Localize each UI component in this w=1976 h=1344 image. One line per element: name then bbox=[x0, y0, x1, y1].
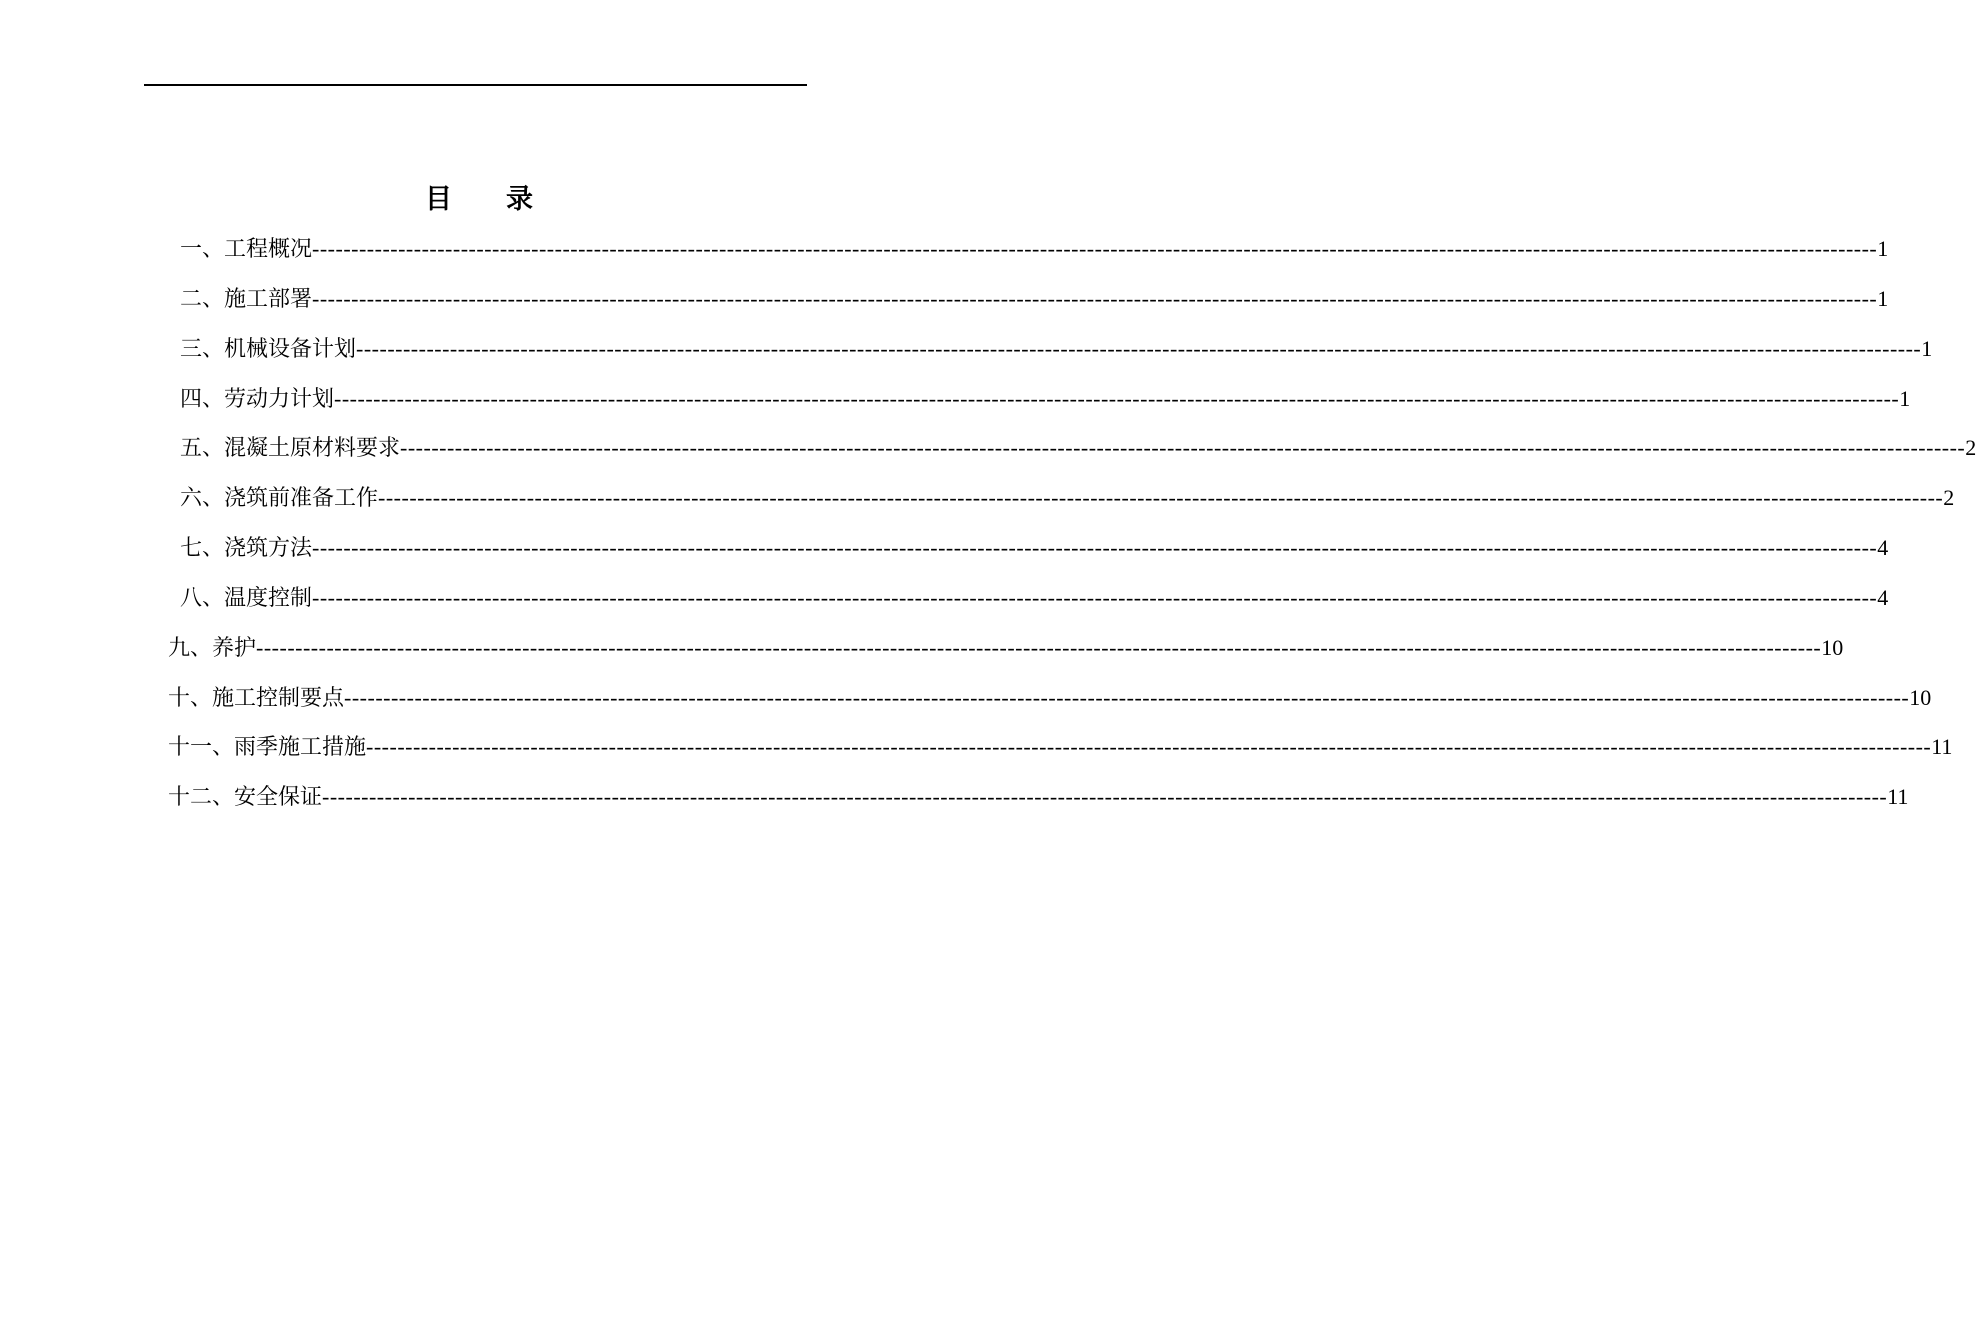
toc-entry[interactable] bbox=[180, 330, 1933, 368]
toc-dot-leader: -------------------------------------------------------------------------------------------------------------------------------------------------------------------------------------------------------- bbox=[312, 535, 1878, 560]
toc-entry-page: 4 bbox=[1877, 585, 1889, 610]
toc-entry-label: 七、浇筑方法 bbox=[180, 536, 313, 561]
toc-dot-leader: -------------------------------------------------------------------------------------------------------------------------------------------------------------------------------------------------------- bbox=[322, 784, 1888, 809]
toc-entry-label: 四、劳动力计划 bbox=[180, 387, 335, 412]
toc-dot-leader: -------------------------------------------------------------------------------------------------------------------------------------------------------------------------------------------------------- bbox=[356, 336, 1922, 361]
toc-entry[interactable] bbox=[180, 280, 1889, 318]
header-rule bbox=[144, 84, 807, 86]
toc-entry[interactable] bbox=[180, 230, 1889, 268]
toc-entry-label: 十二、安全保证 bbox=[168, 785, 323, 810]
toc-dot-leader: -------------------------------------------------------------------------------------------------------------------------------------------------------------------------------------------------------- bbox=[312, 585, 1878, 610]
toc-dot-leader: -------------------------------------------------------------------------------------------------------------------------------------------------------------------------------------------------------- bbox=[334, 386, 1900, 411]
toc-entry[interactable] bbox=[168, 728, 1953, 766]
toc-dot-leader: -------------------------------------------------------------------------------------------------------------------------------------------------------------------------------------------------------- bbox=[378, 485, 1944, 510]
toc-dot-leader: -------------------------------------------------------------------------------------------------------------------------------------------------------------------------------------------------------- bbox=[256, 635, 1822, 660]
toc-entry-label: 九、养护 bbox=[168, 636, 257, 661]
toc-entry-page: 1 bbox=[1921, 336, 1933, 361]
toc-entry-page: 4 bbox=[1877, 535, 1889, 560]
toc-entry[interactable] bbox=[168, 778, 1909, 816]
toc-title: 目录 bbox=[425, 184, 587, 215]
toc-entry-label: 五、混凝土原材料要求 bbox=[180, 436, 401, 461]
toc-entry-page: 1 bbox=[1877, 236, 1889, 261]
toc-dot-leader: -------------------------------------------------------------------------------------------------------------------------------------------------------------------------------------------------------- bbox=[400, 435, 1966, 460]
toc-entry[interactable] bbox=[180, 479, 1955, 517]
toc-entry-label: 六、浇筑前准备工作 bbox=[180, 486, 379, 511]
toc-entry[interactable] bbox=[180, 380, 1911, 418]
toc-entry-page: 11 bbox=[1887, 784, 1909, 809]
toc-entry-label: 三、机械设备计划 bbox=[180, 337, 357, 362]
toc-dot-leader: -------------------------------------------------------------------------------------------------------------------------------------------------------------------------------------------------------- bbox=[312, 286, 1878, 311]
toc-entry-page: 10 bbox=[1821, 635, 1844, 660]
toc-entry-page: 10 bbox=[1909, 685, 1932, 710]
toc-entry[interactable] bbox=[180, 579, 1889, 617]
toc-entry[interactable] bbox=[168, 679, 1932, 717]
toc-entry-page: 11 bbox=[1931, 734, 1953, 759]
toc-entry-page: 2 bbox=[1965, 435, 1976, 460]
toc-entry-label: 一、工程概况 bbox=[180, 237, 313, 262]
toc-dot-leader: -------------------------------------------------------------------------------------------------------------------------------------------------------------------------------------------------------- bbox=[312, 236, 1878, 261]
toc-entry-label: 八、温度控制 bbox=[180, 586, 313, 611]
toc-dot-leader: -------------------------------------------------------------------------------------------------------------------------------------------------------------------------------------------------------- bbox=[344, 685, 1910, 710]
toc-entry[interactable] bbox=[180, 429, 1976, 467]
toc-dot-leader: -------------------------------------------------------------------------------------------------------------------------------------------------------------------------------------------------------- bbox=[366, 734, 1932, 759]
toc-entry-label: 十、施工控制要点 bbox=[168, 686, 345, 711]
toc-entry[interactable] bbox=[168, 629, 1844, 667]
toc-entry-label: 二、施工部署 bbox=[180, 287, 313, 312]
toc-entry-page: 1 bbox=[1877, 286, 1889, 311]
toc-entry[interactable] bbox=[180, 529, 1889, 567]
toc-entry-label: 十一、雨季施工措施 bbox=[168, 735, 367, 760]
toc-entry-page: 1 bbox=[1899, 386, 1911, 411]
toc-entry-page: 2 bbox=[1943, 485, 1955, 510]
